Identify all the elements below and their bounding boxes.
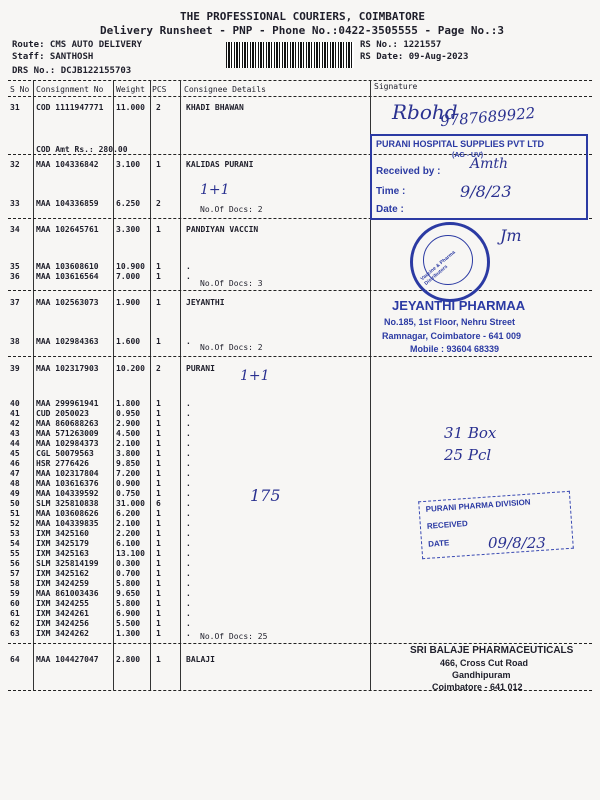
row-weight: 31.000: [116, 499, 145, 508]
row-consignee: KALIDAS PURANI: [186, 160, 254, 169]
row-weight: 0.750: [116, 489, 141, 498]
row-sno: 57: [10, 569, 20, 578]
row-consignment: MAA 103616564: [36, 272, 99, 281]
row-weight: 2.100: [116, 519, 141, 528]
row-consignee: .: [186, 539, 191, 548]
docs-note: No.Of Docs: 2: [200, 343, 263, 352]
row-weight: 3.300: [116, 225, 141, 234]
row-pcs: 1: [156, 609, 161, 618]
col-header-sno: S No: [10, 85, 30, 94]
row-weight: 0.900: [116, 479, 141, 488]
row-consignee: .: [186, 419, 191, 428]
row-consignment: MAA 104427047: [36, 655, 99, 664]
stamp-sub: (AG - UV): [452, 152, 484, 159]
row-consignment: IXM 3424255: [36, 599, 89, 608]
row-pcs: 1: [156, 469, 161, 478]
handwritten-received-date: 09/8/23: [488, 534, 546, 552]
received-by-label: Received by :: [376, 166, 441, 177]
row-consignment: IXM 3424256: [36, 619, 89, 628]
row-consignment: IXM 3424259: [36, 579, 89, 588]
docs-note: No.Of Docs: 3: [200, 279, 263, 288]
handwritten-signature-3: Jm: [500, 226, 522, 245]
row-consignee: .: [186, 429, 191, 438]
row-weight: 2.800: [116, 655, 141, 664]
row-consignee: PURANI: [186, 364, 215, 373]
handwritten-box-note: 31 Box: [444, 424, 497, 442]
row-consignment: IXM 3425163: [36, 549, 89, 558]
row-sno: 40: [10, 399, 20, 408]
row-consignment: IXM 3424261: [36, 609, 89, 618]
row-consignee: .: [186, 479, 191, 488]
row-sno: 44: [10, 439, 20, 448]
row-weight: 2.200: [116, 529, 141, 538]
row-sno: 36: [10, 272, 20, 281]
row-sno: 60: [10, 599, 20, 608]
row-consignment: MAA 571263009: [36, 429, 99, 438]
row-consignee: .: [186, 459, 191, 468]
route-label: Route: CMS AUTO DELIVERY: [12, 40, 143, 50]
row-weight: 6.250: [116, 199, 141, 208]
handwritten-date: 9/8/23: [460, 182, 512, 201]
row-pcs: 1: [156, 439, 161, 448]
row-consignment: MAA 860688263: [36, 419, 99, 428]
row-consignment: MAA 299961941: [36, 399, 99, 408]
handwritten-qty-b: 1+1: [240, 368, 270, 384]
row-sno: 31: [10, 103, 20, 112]
row-pcs: 1: [156, 459, 161, 468]
row-pcs: 2: [156, 103, 161, 112]
row-weight: 5.800: [116, 579, 141, 588]
row-consignment: CUD 2050023: [36, 409, 89, 418]
header-bottom-line: [8, 96, 592, 97]
row-consignment: MAA 104336842: [36, 160, 99, 169]
row-consignment: IXM 3424262: [36, 629, 89, 638]
rs-number: RS No.: 1221557: [360, 40, 442, 50]
row-consignment: MAA 104339835: [36, 519, 99, 528]
staff-label: Staff: SANTHOSH: [12, 52, 94, 62]
row-weight: 6.200: [116, 509, 141, 518]
row-consignee: .: [186, 619, 191, 628]
row-consignment: MAA 102563073: [36, 298, 99, 307]
row-consignment: IXM 3425162: [36, 569, 89, 578]
row-consignee: .: [186, 509, 191, 518]
row-pcs: 1: [156, 509, 161, 518]
row-weight: 6.900: [116, 609, 141, 618]
handwritten-qty-c: 175: [250, 486, 281, 505]
row-consignment: MAA 104339592: [36, 489, 99, 498]
row-consignment: MAA 103616376: [36, 479, 99, 488]
row-sno: 38: [10, 337, 20, 346]
row-consignee: .: [186, 499, 191, 508]
handwritten-phone: 9787689922: [439, 103, 537, 131]
row-consignee: .: [186, 337, 191, 346]
row-pcs: 1: [156, 479, 161, 488]
row-sno: 46: [10, 459, 20, 468]
row-pcs: 2: [156, 364, 161, 373]
row-pcs: 1: [156, 629, 161, 638]
jeyanthi-name: JEYANTHI PHARMAA: [392, 298, 526, 313]
row-consignment: CGL 50079563: [36, 449, 94, 458]
row-consignee: .: [186, 599, 191, 608]
row-consignee: .: [186, 519, 191, 528]
rs-date: RS Date: 09-Aug-2023: [360, 52, 469, 62]
row-sno: 62: [10, 619, 20, 628]
row-sno: 59: [10, 589, 20, 598]
row-weight: 1.900: [116, 298, 141, 307]
row-consignee: PANDIYAN VACCIN: [186, 225, 259, 234]
row-weight: 4.500: [116, 429, 141, 438]
row-weight: 9.650: [116, 589, 141, 598]
runsheet-title: Delivery Runsheet - PNP - Phone No.:0422-3505555 - Page No.:3: [100, 24, 504, 37]
row-sno: 33: [10, 199, 20, 208]
row-consignee: .: [186, 262, 191, 271]
balaji-address-3: Coimbatore - 641 012: [432, 682, 523, 692]
row-pcs: 1: [156, 409, 161, 418]
row-pcs: 1: [156, 539, 161, 548]
company-name: THE PROFESSIONAL COURIERS, COIMBATORE: [180, 10, 426, 23]
row-weight: 0.950: [116, 409, 141, 418]
col-divider: [150, 80, 151, 690]
jeyanthi-mobile: Mobile : 93604 68339: [410, 344, 500, 354]
row-consignment: MAA 102984373: [36, 439, 99, 448]
row-sno: 32: [10, 160, 20, 169]
row-sno: 55: [10, 549, 20, 558]
row-consignment: SLM 325814199: [36, 559, 99, 568]
row-sno: 64: [10, 655, 20, 664]
row-consignee: .: [186, 569, 191, 578]
row-consignee: .: [186, 272, 191, 281]
row-consignment: MAA 102645761: [36, 225, 99, 234]
row-pcs: 1: [156, 489, 161, 498]
row-consignee: JEYANTHI: [186, 298, 225, 307]
row-weight: 7.000: [116, 272, 141, 281]
pharma-division-name: PURANI PHARMA DIVISION: [425, 497, 531, 514]
seal-text: Vaccine & Pharma Distributors: [419, 249, 457, 287]
group-separator: [8, 643, 592, 644]
row-pcs: 1: [156, 559, 161, 568]
row-weight: 1.800: [116, 399, 141, 408]
row-consignee: .: [186, 609, 191, 618]
row-sno: 41: [10, 409, 20, 418]
balaji-address-2: Gandhipuram: [452, 670, 511, 680]
row-sno: 45: [10, 449, 20, 458]
row-sno: 35: [10, 262, 20, 271]
row-consignment: MAA 102984363: [36, 337, 99, 346]
col-divider: [33, 80, 34, 690]
row-weight: 10.200: [116, 364, 145, 373]
row-weight: 5.800: [116, 599, 141, 608]
date-label: Date :: [376, 204, 404, 215]
row-consignment: MAA 103608626: [36, 509, 99, 518]
row-consignee: .: [186, 489, 191, 498]
row-consignee: KHADI BHAWAN: [186, 103, 244, 112]
stamp-company: PURANI HOSPITAL SUPPLIES PVT LTD: [376, 139, 545, 149]
drs-number: DRS No.: DCJB122155703: [12, 66, 132, 76]
row-consignment: COD 1111947771: [36, 103, 104, 112]
table-top-line: [8, 80, 592, 81]
row-pcs: 1: [156, 298, 161, 307]
row-weight: 7.200: [116, 469, 141, 478]
row-sno: 42: [10, 419, 20, 428]
row-consignment: MAA 861003436: [36, 589, 99, 598]
row-consignee: .: [186, 559, 191, 568]
row-consignment: SLM 325810838: [36, 499, 99, 508]
round-seal: [410, 222, 490, 302]
col-header-consignee: Consignee Details: [184, 85, 266, 94]
row-sno: 58: [10, 579, 20, 588]
handwritten-signature-2: Amth: [470, 156, 509, 172]
row-weight: 1.300: [116, 629, 141, 638]
row-weight: 5.500: [116, 619, 141, 628]
date2-label: DATE: [427, 538, 450, 549]
row-pcs: 1: [156, 449, 161, 458]
row-weight: 0.300: [116, 559, 141, 568]
col-header-signature: Signature: [374, 82, 418, 91]
balaji-address-1: 466, Cross Cut Road: [440, 658, 529, 668]
row-consignment: MAA 102317903: [36, 364, 99, 373]
row-consignee: .: [186, 579, 191, 588]
row-consignee: .: [186, 449, 191, 458]
row-consignment: COD Amt Rs.: 280.00: [36, 145, 128, 154]
row-consignee: BALAJI: [186, 655, 215, 664]
col-divider: [180, 80, 181, 690]
row-consignee: .: [186, 399, 191, 408]
row-pcs: 1: [156, 429, 161, 438]
col-divider: [113, 80, 114, 690]
row-pcs: 1: [156, 160, 161, 169]
row-consignment: IXM 3425160: [36, 529, 89, 538]
row-pcs: 6: [156, 499, 161, 508]
row-sno: 63: [10, 629, 20, 638]
group-separator: [8, 290, 592, 291]
col-header-pcs: PCS: [152, 85, 167, 94]
row-pcs: 1: [156, 519, 161, 528]
col-header-consignment: Consignment No: [36, 85, 104, 94]
row-weight: 13.100: [116, 549, 145, 558]
handwritten-signature: Rbohd: [392, 100, 458, 124]
row-consignee: .: [186, 589, 191, 598]
row-weight: 2.100: [116, 439, 141, 448]
row-pcs: 1: [156, 569, 161, 578]
row-sno: 39: [10, 364, 20, 373]
handwritten-box-note-2: 25 Pcl: [444, 446, 492, 464]
row-pcs: 1: [156, 655, 161, 664]
row-weight: 2.900: [116, 419, 141, 428]
row-sno: 54: [10, 539, 20, 548]
row-consignee: .: [186, 629, 191, 638]
col-header-weight: Weight: [116, 85, 145, 94]
row-sno: 34: [10, 225, 20, 234]
row-pcs: 1: [156, 599, 161, 608]
time-label: Time :: [376, 186, 406, 197]
row-sno: 53: [10, 529, 20, 538]
jeyanthi-address-1: No.185, 1st Floor, Nehru Street: [384, 317, 516, 327]
row-pcs: 1: [156, 399, 161, 408]
row-pcs: 1: [156, 225, 161, 234]
row-weight: 1.600: [116, 337, 141, 346]
row-weight: 3.800: [116, 449, 141, 458]
received-label: RECEIVED: [426, 518, 469, 531]
handwritten-qty-a: 1+1: [200, 182, 230, 198]
docs-note: No.Of Docs: 25: [200, 632, 268, 641]
row-sno: 43: [10, 429, 20, 438]
row-consignee: .: [186, 549, 191, 558]
jeyanthi-address-2: Ramnagar, Coimbatore - 641 009: [382, 331, 522, 341]
purani-hospital-stamp: [370, 134, 588, 220]
row-weight: 3.100: [116, 160, 141, 169]
balaji-name: SRI BALAJE PHARMACEUTICALS: [410, 645, 574, 656]
row-sno: 56: [10, 559, 20, 568]
row-sno: 51: [10, 509, 20, 518]
row-weight: 0.700: [116, 569, 141, 578]
row-weight: 9.850: [116, 459, 141, 468]
row-sno: 48: [10, 479, 20, 488]
group-separator: [8, 356, 592, 357]
row-pcs: 1: [156, 549, 161, 558]
row-sno: 50: [10, 499, 20, 508]
row-weight: 6.100: [116, 539, 141, 548]
row-consignment: MAA 103608610: [36, 262, 99, 271]
row-pcs: 1: [156, 337, 161, 346]
row-pcs: 1: [156, 272, 161, 281]
row-pcs: 1: [156, 589, 161, 598]
row-sno: 47: [10, 469, 20, 478]
row-consignment: MAA 104336859: [36, 199, 99, 208]
row-consignee: .: [186, 529, 191, 538]
row-pcs: 1: [156, 419, 161, 428]
row-sno: 37: [10, 298, 20, 307]
row-consignee: .: [186, 409, 191, 418]
barcode: [226, 42, 354, 68]
row-pcs: 2: [156, 199, 161, 208]
row-consignment: HSR 2776426: [36, 459, 89, 468]
row-sno: 61: [10, 609, 20, 618]
row-consignee: .: [186, 469, 191, 478]
row-pcs: 1: [156, 619, 161, 628]
row-pcs: 1: [156, 262, 161, 271]
docs-note: No.Of Docs: 2: [200, 205, 263, 214]
row-consignee: .: [186, 439, 191, 448]
row-sno: 49: [10, 489, 20, 498]
row-consignment: IXM 3425179: [36, 539, 89, 548]
row-pcs: 1: [156, 529, 161, 538]
row-consignment: MAA 102317804: [36, 469, 99, 478]
row-pcs: 1: [156, 579, 161, 588]
row-weight: 10.900: [116, 262, 145, 271]
row-sno: 52: [10, 519, 20, 528]
row-weight: 11.000: [116, 103, 145, 112]
